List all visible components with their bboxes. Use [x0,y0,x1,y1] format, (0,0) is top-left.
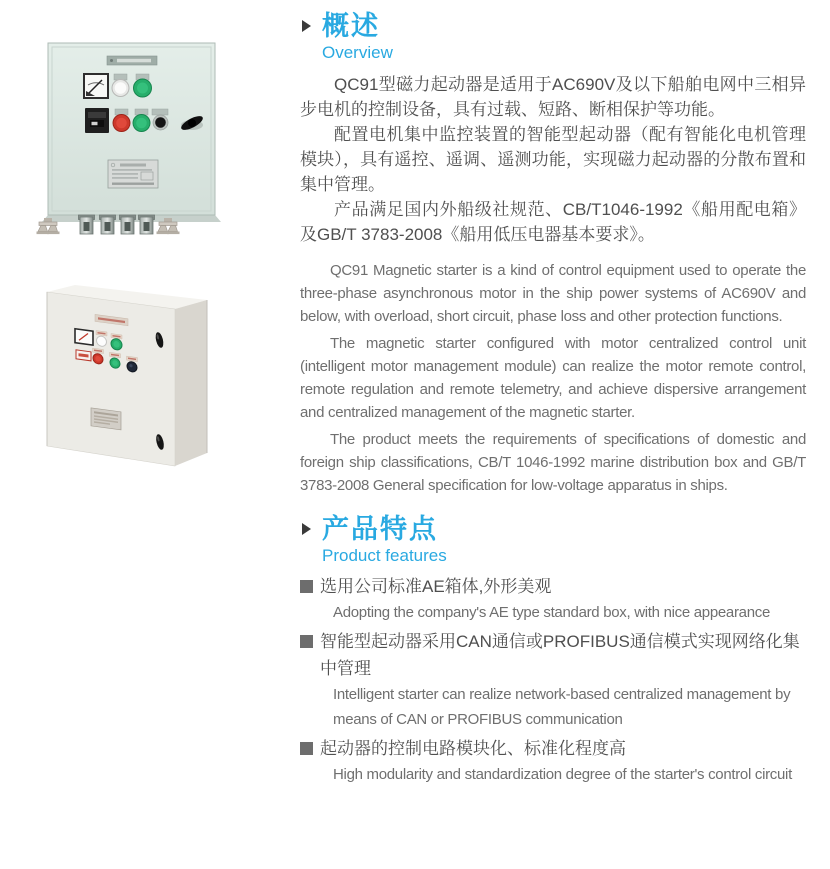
feature-item [300,735,806,787]
triangle-bullet-icon [302,20,311,32]
overview-title-zh: 概述 [322,11,380,41]
feature-text-zh: 选用公司标准AE箱体,外形美观 [320,577,552,596]
feature-text-zh: 智能型起动器采用CAN通信或PROFIBUS通信模式实现网络化集中管理 [320,632,800,678]
breaker-module [85,108,109,133]
cabinet-body [42,43,221,222]
run-button-green [133,115,150,132]
overview-paragraph-en-2: The magnetic starter configured with motor centralized control unit (intelligent motor management module) can realize the motor remote control, remote regulation and remote telemetry, and achieve dispersive arrangement and centralized management of the magnetic starter. [300,335,806,421]
reset-button-black [153,115,168,130]
ammeter [75,329,93,345]
feature-text-en: Intelligent starter can realize network-based centralized management by means of CAN or PROFIBUS communication [333,686,791,728]
overview-section [300,10,806,497]
stop-button-red [113,115,130,132]
overview-title-en: Overview [322,43,393,62]
square-bullet-icon [300,742,313,755]
cabinet-3q-body [47,285,207,466]
indicator-button-white [112,80,129,97]
feature-text-en: High modularity and standardization degree of the starter's control circuit [333,766,792,783]
square-bullet-icon [300,635,313,648]
ammeter [84,74,108,98]
overview-english-text [300,259,806,497]
start-button-green [134,79,152,97]
content-column [300,6,806,790]
feature-item [300,628,806,732]
triangle-bullet-icon [302,523,311,535]
features-title-en: Product features [322,546,447,565]
indicator-display-red [76,350,91,361]
feature-text-zh: 起动器的控制电路模块化、标准化程度高 [320,739,626,758]
overview-paragraph-zh-1: QC91型磁力起动器是适用于AC690V及以下船舶电网中三相异步电机的控制设备，具有过载、短路、断相保护等功能。 [300,75,806,119]
features-title-zh: 产品特点 [322,514,438,544]
control-box-front-photo [30,36,250,248]
overview-paragraph-zh-2: 配置电机集中监控装置的智能型起动器（配有智能化电机管理模块），具有遥控、遥调、遥测功能，实现磁力起动器的分散布置和集中管理。 [300,125,806,194]
nameplate [108,160,158,188]
cabinet-label-strip [107,56,157,65]
features-heading [300,513,806,566]
feature-text-en: Adopting the company's AE type standard box, with nice appearance [333,604,770,621]
square-bullet-icon [300,580,313,593]
features-list [300,573,806,787]
overview-paragraph-zh-3: 产品满足国内外船级社规范、CB/T1046-1992《船用配电箱》及GB/T 3783-2008《船用低压电器基本要求》。 [300,200,806,244]
overview-paragraph-en-3: The product meets the requirements of specifications of domestic and foreign ship classifications, CB/T 1046-1992 marine distribution box and GB/T 3783-2008 General specification for low-voltage apparatus in ships. [300,431,806,494]
overview-chinese-text [300,72,806,247]
overview-heading [300,10,806,63]
control-box-angle-photo [35,272,265,487]
feature-item [300,573,806,625]
overview-paragraph-en-1: QC91 Magnetic starter is a kind of control equipment used to operate the three-phase asynchronous motor in the ship power systems of AC690V and below, with overload, short circuit, phase loss and other protection functions. [300,262,806,325]
features-section [300,513,806,787]
nameplate [91,408,121,430]
